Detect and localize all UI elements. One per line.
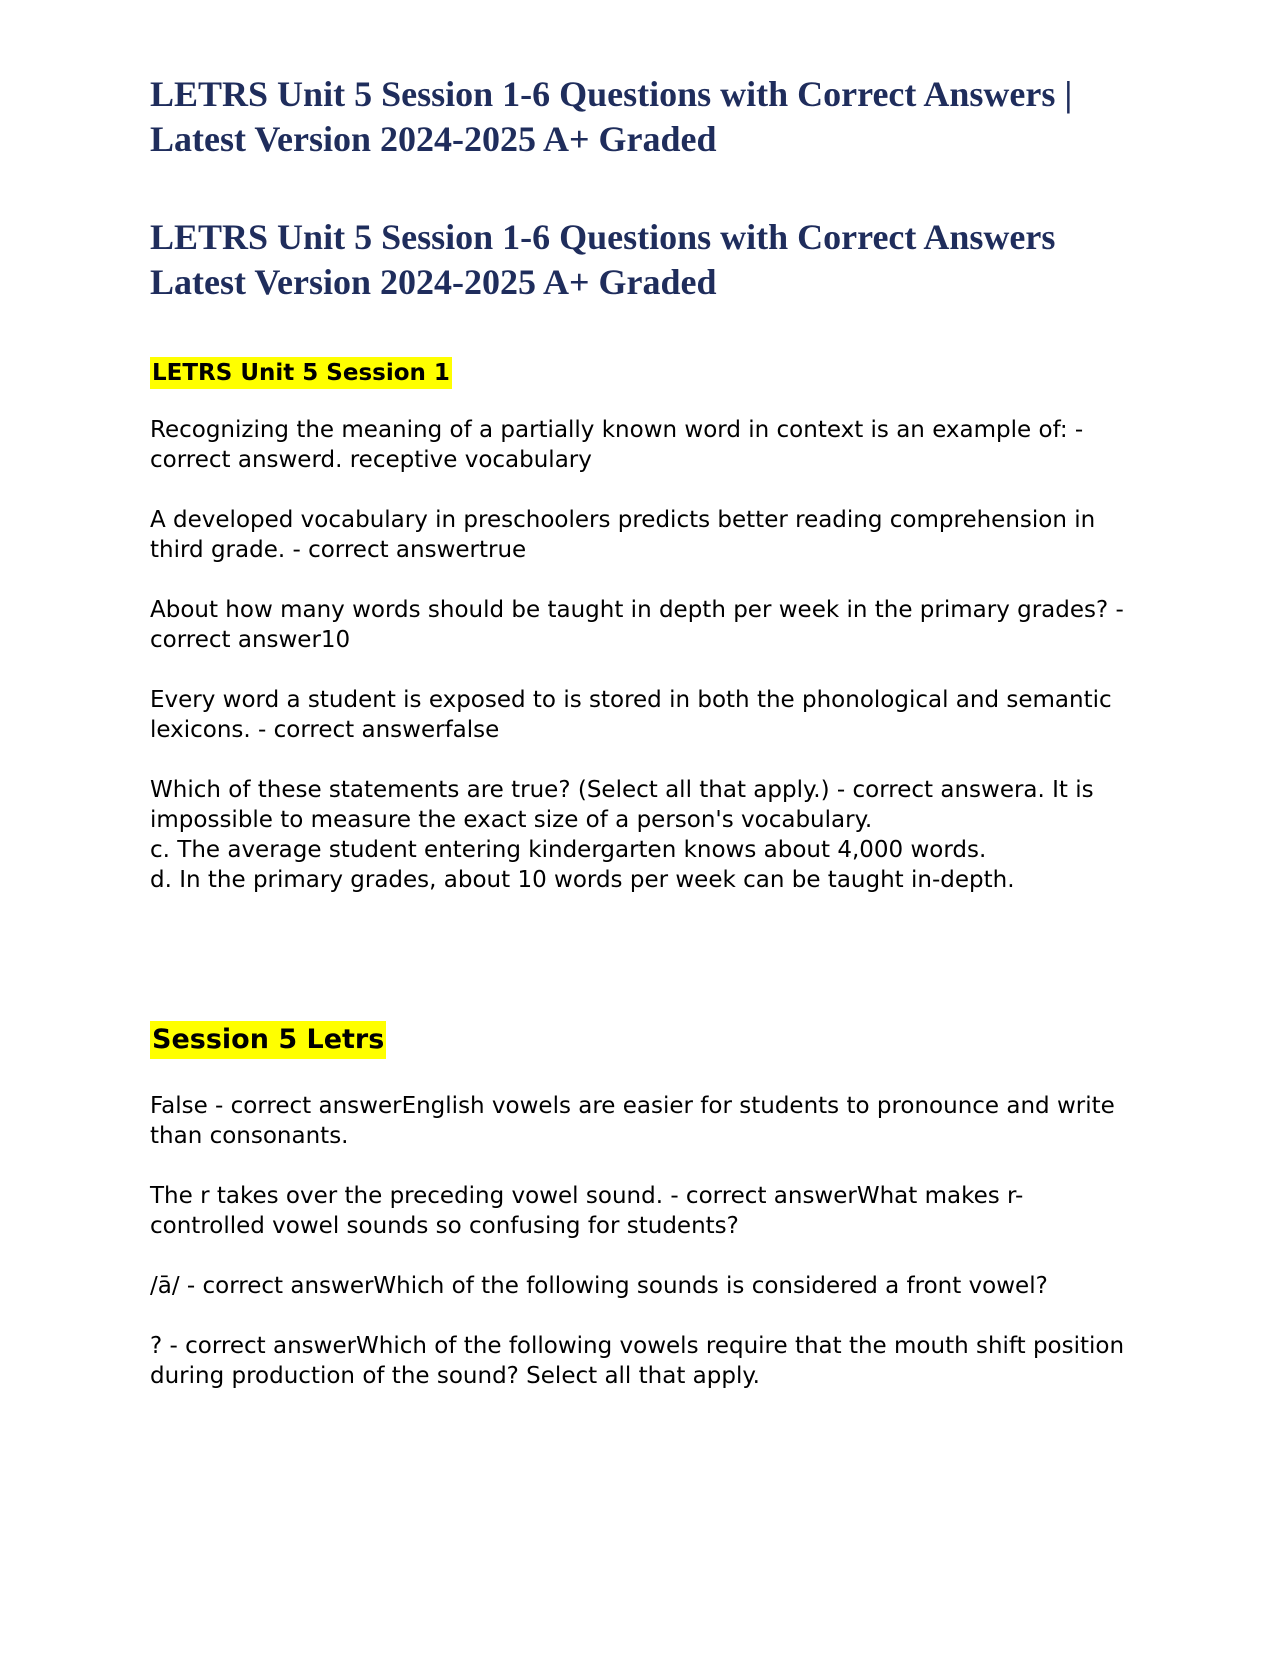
qa-item: /ā/ - correct answerWhich of the following sounds is considered a front vowel?: [150, 1273, 1048, 1299]
qa-item: Which of these statements are true? (Select all that apply.) - correct answera. It is impossible to measure the exact size of a person's vocabulary. c. The average student entering kindergarten knows about 4,000 words. d. In the primary grades, about 10 words per week can be taught in-depth.: [150, 777, 1094, 893]
qa-list: [150, 415, 1130, 895]
section-heading: Session 5 Letrs: [150, 1021, 386, 1059]
document-page: [150, 72, 1130, 1391]
qa-item: ? - correct answerWhich of the following vowels require that the mouth shift position during production of the sound? Select all that apply.: [150, 1333, 1125, 1389]
qa-item: False - correct answerEnglish vowels are easier for students to pronounce and write than consonants.: [150, 1093, 1115, 1149]
qa-item: Every word a student is exposed to is stored in both the phonological and semantic lexicons. - correct answerfalse: [150, 687, 1112, 743]
qa-item: About how many words should be taught in depth per week in the primary grades? - correct answer10: [150, 597, 1124, 653]
document-title: LETRS Unit 5 Session 1-6 Questions with Correct Answers | Latest Version 2024-2025 A+ Graded: [150, 74, 1073, 159]
document-title-repeat: LETRS Unit 5 Session 1-6 Questions with Correct Answers Latest Version 2024-2025 A+ Graded: [150, 217, 1056, 302]
qa-item: A developed vocabulary in preschoolers predicts better reading comprehension in third grade. - correct answertrue: [150, 507, 1096, 563]
qa-item: Recognizing the meaning of a partially known word in context is an example of: - correct answerd. receptive vocabulary: [150, 417, 1084, 473]
section-session-1: [150, 305, 1130, 895]
section-heading: LETRS Unit 5 Session 1: [150, 357, 452, 389]
section-session-5: [150, 895, 1130, 1391]
qa-item: The r takes over the preceding vowel sound. - correct answerWhat makes r-controlled vowel sounds so confusing for students?: [150, 1183, 1024, 1239]
qa-list: [150, 1091, 1130, 1391]
